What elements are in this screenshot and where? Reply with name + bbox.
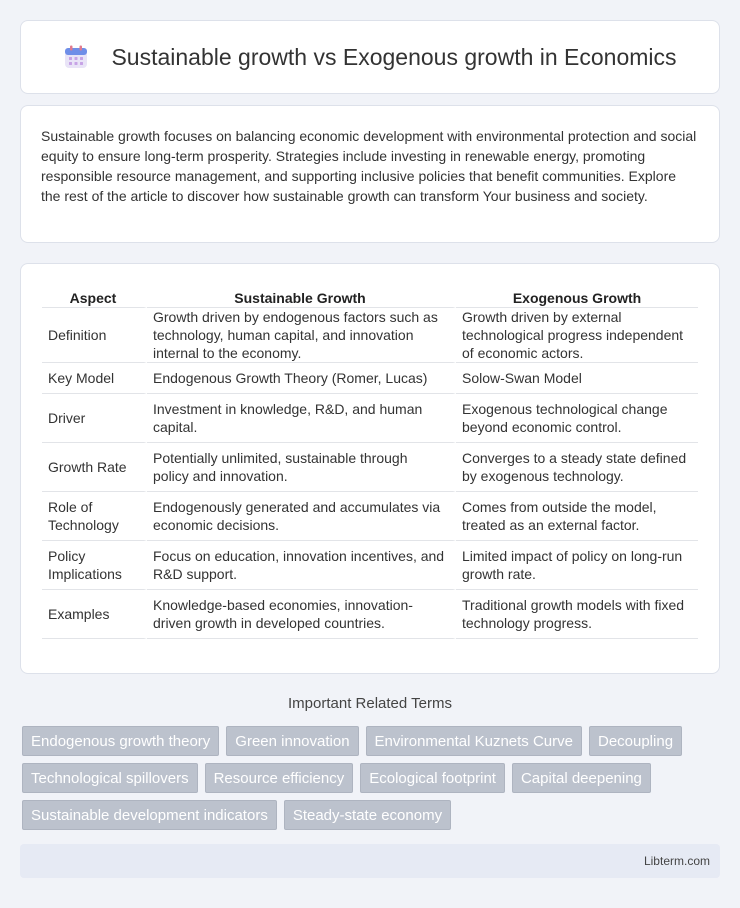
comparison-card	[20, 263, 720, 674]
cell-exogenous: Comes from outside the model, treated as an external factor.	[456, 492, 698, 541]
cell-aspect: Growth Rate	[42, 443, 147, 492]
calendar-icon	[63, 44, 89, 70]
related-terms-title: Important Related Terms	[288, 695, 452, 712]
cell-exogenous: Solow-Swan Model	[456, 363, 698, 394]
table-header-row	[42, 284, 698, 308]
intro-card	[20, 105, 720, 243]
cell-aspect: Role of Technology	[42, 492, 147, 541]
cell-exogenous: Growth driven by external technological progress independent of economic actors.	[456, 308, 698, 363]
table-row	[42, 394, 698, 443]
cell-aspect: Policy Implications	[42, 541, 147, 590]
cell-sustainable: Focus on education, innovation incentives, and R&D support.	[147, 541, 456, 590]
table-row	[42, 492, 698, 541]
footer	[20, 844, 720, 878]
related-term-tag[interactable]: Decoupling	[589, 726, 682, 756]
cell-sustainable: Investment in knowledge, R&D, and human capital.	[147, 394, 456, 443]
intro-text: Sustainable growth focuses on balancing economic development with environmental protection and social equity to ensure long-term prosperity. Strategies include investing in renewable energy, promoting responsible resource management, and supporting inclusive policies that benefit communities. Explore the rest of the article to discover how sustainable growth can transform Your business and society.	[41, 128, 697, 204]
header-exogenous: Exogenous Growth	[456, 284, 698, 308]
header-sustainable: Sustainable Growth	[147, 284, 456, 308]
cell-exogenous: Exogenous technological change beyond economic control.	[456, 394, 698, 443]
cell-exogenous: Traditional growth models with fixed technology progress.	[456, 590, 698, 639]
cell-sustainable: Knowledge-based economies, innovation-driven growth in developed countries.	[147, 590, 456, 639]
cell-sustainable: Endogenously generated and accumulates via economic decisions.	[147, 492, 456, 541]
related-term-tag[interactable]: Endogenous growth theory	[22, 726, 219, 756]
footer-site-link[interactable]: Libterm.com	[643, 854, 710, 868]
cell-sustainable: Potentially unlimited, sustainable through policy and innovation.	[147, 443, 456, 492]
related-term-tag[interactable]: Resource efficiency	[205, 763, 354, 793]
cell-exogenous: Converges to a steady state defined by exogenous technology.	[456, 443, 698, 492]
table-row	[42, 541, 698, 590]
table-row	[42, 363, 698, 394]
cell-aspect: Definition	[42, 308, 147, 363]
page-title: Sustainable growth vs Exogenous growth in Economics	[111, 43, 677, 70]
related-term-tag[interactable]: Steady-state economy	[284, 800, 451, 830]
comparison-table	[42, 284, 698, 639]
cell-exogenous: Limited impact of policy on long-run growth rate.	[456, 541, 698, 590]
related-term-tag[interactable]: Environmental Kuznets Curve	[366, 726, 582, 756]
cell-aspect: Examples	[42, 590, 147, 639]
table-row	[42, 308, 698, 363]
cell-sustainable: Endogenous Growth Theory (Romer, Lucas)	[147, 363, 456, 394]
page-header	[20, 20, 720, 94]
related-terms-list	[22, 726, 722, 830]
cell-aspect: Driver	[42, 394, 147, 443]
cell-aspect: Key Model	[42, 363, 147, 394]
header-aspect: Aspect	[42, 284, 147, 308]
related-term-tag[interactable]: Sustainable development indicators	[22, 800, 277, 830]
related-term-tag[interactable]: Ecological footprint	[360, 763, 505, 793]
related-term-tag[interactable]: Technological spillovers	[22, 763, 198, 793]
table-row	[42, 590, 698, 639]
related-term-tag[interactable]: Green innovation	[226, 726, 358, 756]
cell-sustainable: Growth driven by endogenous factors such as technology, human capital, and innovation internal to the economy.	[147, 308, 456, 363]
related-term-tag[interactable]: Capital deepening	[512, 763, 651, 793]
table-row	[42, 443, 698, 492]
